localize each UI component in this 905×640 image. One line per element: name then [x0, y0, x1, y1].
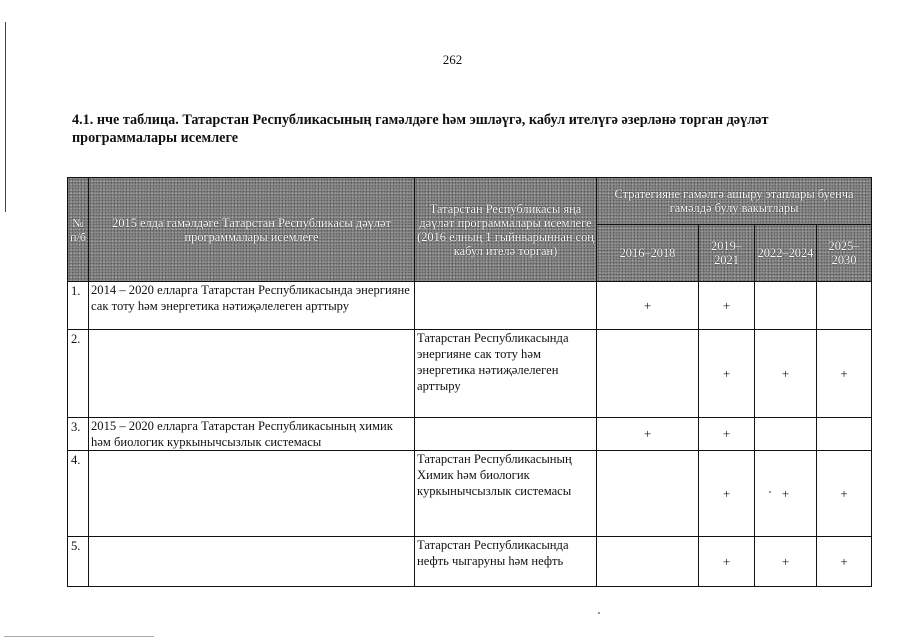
stage-mark — [817, 418, 872, 451]
stage-mark: + — [817, 537, 872, 587]
scan-speck — [769, 491, 771, 493]
table-row — [68, 418, 872, 451]
stage-mark — [755, 418, 817, 451]
stage-mark: + — [699, 451, 755, 537]
scan-edge-mark — [4, 636, 154, 637]
new-program-cell — [415, 418, 597, 451]
stage-mark: + — [597, 418, 699, 451]
stage-mark — [817, 282, 872, 330]
existing-program-cell — [89, 330, 415, 418]
row-number: 2. — [68, 330, 89, 418]
scan-speck — [598, 612, 600, 614]
stage-mark: + — [699, 282, 755, 330]
row-number: 4. — [68, 451, 89, 537]
existing-program-cell: 2014 – 2020 елларга Татарстан Республикасында энергияне сак тоту һәм энергетика нәтиҗәлелеген арттыру — [89, 282, 415, 330]
page-number: 262 — [442, 52, 463, 67]
table-row — [68, 330, 872, 418]
header-existing-programs: 2015 елда гамәлдәге Татарстан Республикасы дәүләт программалары исемлеге — [89, 178, 415, 282]
stage-mark: + — [699, 537, 755, 587]
stage-mark: + — [755, 451, 817, 537]
stage-mark — [597, 537, 699, 587]
binding-edge-line — [5, 22, 6, 212]
stage-mark: + — [699, 418, 755, 451]
header-new-programs: Татарстан Республикасы яңа дәүләт программалары исемлеге (2016 елның 1 гыйнварыннан соң кабул ителә торган) — [415, 178, 597, 282]
stage-mark: + — [817, 330, 872, 418]
row-number: 5. — [68, 537, 89, 587]
table-header — [68, 178, 872, 282]
table-caption: 4.1. нче таблица. Татарстан Республикасының гамәлдәге һәм эшләүгә, кабул ителүгә әзерләнә торган дәүләт программалары исемлеге — [72, 112, 769, 146]
new-program-cell: Татарстан Республикасында энергияне сак тоту һәм энергетика нәтиҗәлелеген арттыру — [415, 330, 597, 418]
programs-table — [67, 177, 872, 587]
header-period-2022-2024: 2022–2024 — [755, 225, 817, 282]
existing-program-cell — [89, 451, 415, 537]
row-number: 3. — [68, 418, 89, 451]
stage-mark: + — [755, 330, 817, 418]
header-stages: Стратегияне гамәлгә ашыру этаплары буенча гамәлдә булу вакытлары — [597, 178, 872, 225]
stage-mark: + — [597, 282, 699, 330]
header-period-2025-2030: 2025–2030 — [817, 225, 872, 282]
stage-mark: + — [817, 451, 872, 537]
stage-mark — [755, 282, 817, 330]
header-period-2016-2018: 2016–2018 — [597, 225, 699, 282]
existing-program-cell — [89, 537, 415, 587]
stage-mark — [597, 451, 699, 537]
header-num: № п/б — [68, 178, 89, 282]
table-row — [68, 451, 872, 537]
new-program-cell: Татарстан Республикасында нефть чыгаруны һәм нефть — [415, 537, 597, 587]
header-period-2019-2021: 2019–2021 — [699, 225, 755, 282]
new-program-cell: Татарстан Республикасының Химик һәм биологик куркынычсызлык системасы — [415, 451, 597, 537]
row-number: 1. — [68, 282, 89, 330]
table-row — [68, 282, 872, 330]
stage-mark — [597, 330, 699, 418]
stage-mark: + — [699, 330, 755, 418]
table-row — [68, 537, 872, 587]
existing-program-cell: 2015 – 2020 елларга Татарстан Республикасының химик һәм биологик куркынычсызлык системасы — [89, 418, 415, 451]
stage-mark: + — [755, 537, 817, 587]
new-program-cell — [415, 282, 597, 330]
